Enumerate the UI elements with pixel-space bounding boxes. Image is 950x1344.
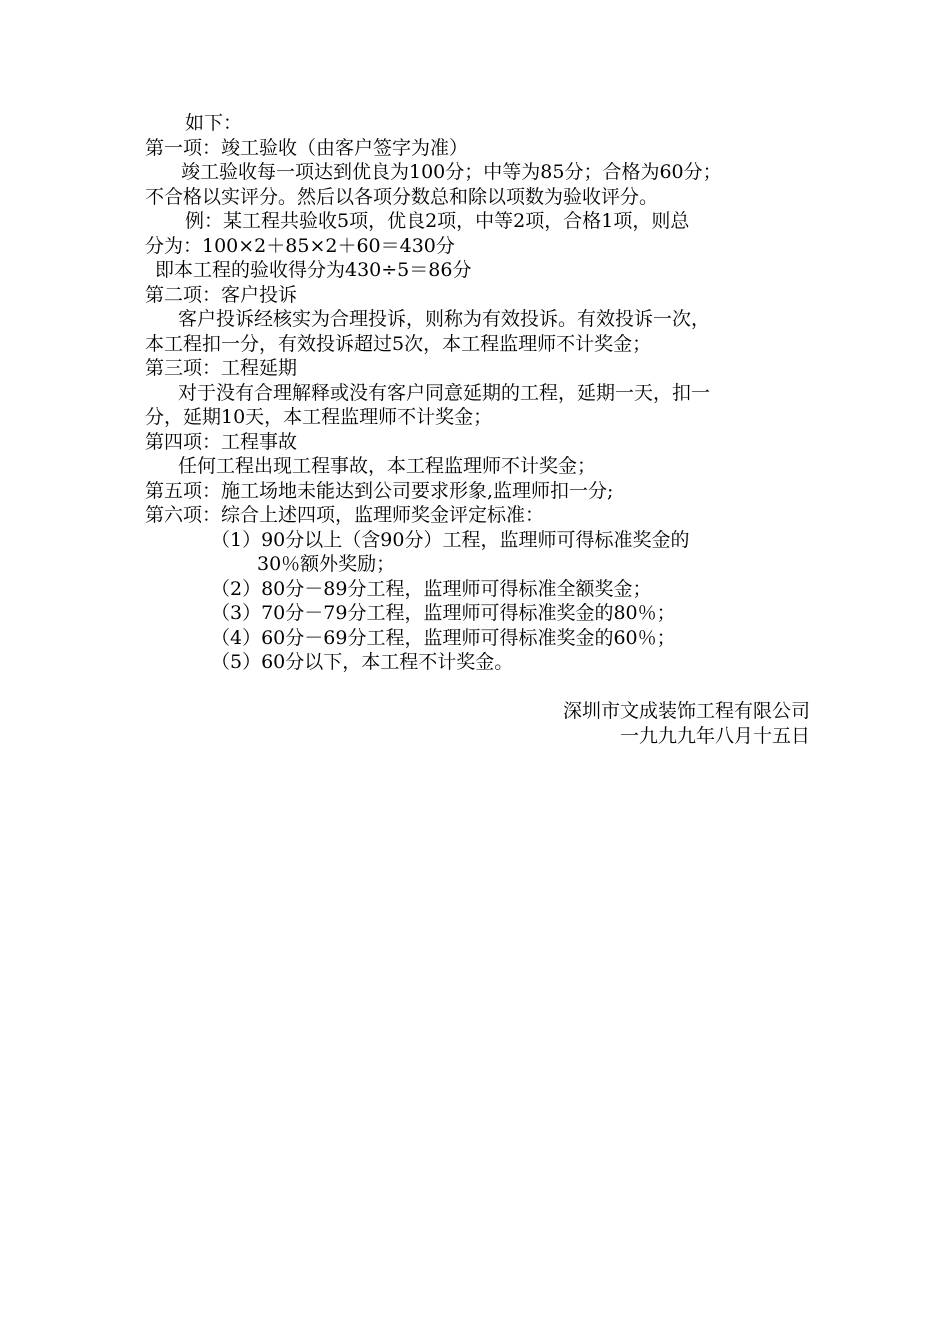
item4-heading: 第四项：工程事故 [145,430,298,453]
criteria-item: （3）70分－79分工程，监理师可得标准奖金的80％； [211,602,676,624]
item1-paragraph-line1: 竣工验收每一项达到优良为100分；中等为85分；合格为60分； [181,161,722,183]
item5-heading: 第五项：施工场地未能达到公司要求形象,监理师扣一分; [145,479,614,502]
criteria-item: （2）80分－89分工程，监理师可得标准全额奖金； [211,577,652,600]
criteria-item: （1）90分以上（含90分）工程，监理师可得标准奖金的 [211,528,690,551]
document-body [145,111,810,748]
signature-company: 深圳市文成装饰工程有限公司 [562,700,810,722]
item1-heading: 第一项：竣工验收（由客户签字为准） [145,136,469,159]
criteria-item: （4）60分－69分工程，监理师可得标准奖金的60％； [211,626,676,649]
item2-paragraph-line1: 客户投诉经核实为合理投诉，则称为有效投诉。有效投诉一次， [178,308,711,330]
signature-spacer [145,675,810,700]
item3-paragraph-line1: 对于没有合理解释或没有客户同意延期的工程，延期一天，扣一 [178,381,711,404]
item3-heading: 第三项：工程延期 [145,357,298,379]
item2-paragraph-line2: 本工程扣一分，有效投诉超过5次，本工程监理师不计奖金； [145,332,652,355]
criteria-item: （5）60分以下，本工程不计奖金。 [211,651,514,673]
item2-heading: 第二项：客户投诉 [145,283,298,306]
item1-paragraph-line2: 不合格以实评分。然后以各项分数总和除以项数为验收评分。 [145,185,659,208]
signature-date: 一九九九年八月十五日 [619,724,810,747]
item6-heading: 第六项：综合上述四项，监理师奖金评定标准： [145,504,545,526]
item1-example-line1: 例：某工程共验收5项，优良2项，中等2项，合格1项，则总 [185,210,690,232]
criteria-item-continuation: 30％额外奖励； [257,553,396,575]
item4-paragraph-line1: 任何工程出现工程事故，本工程监理师不计奖金； [178,455,597,477]
intro-text: 如下： [185,112,243,134]
item1-result: 即本工程的验收得分为430÷5＝86分 [155,259,472,281]
item3-paragraph-line2: 分，延期10天，本工程监理师不计奖金； [145,406,493,428]
item1-example-line2: 分为：100×2＋85×2＋60＝430分 [145,234,455,257]
